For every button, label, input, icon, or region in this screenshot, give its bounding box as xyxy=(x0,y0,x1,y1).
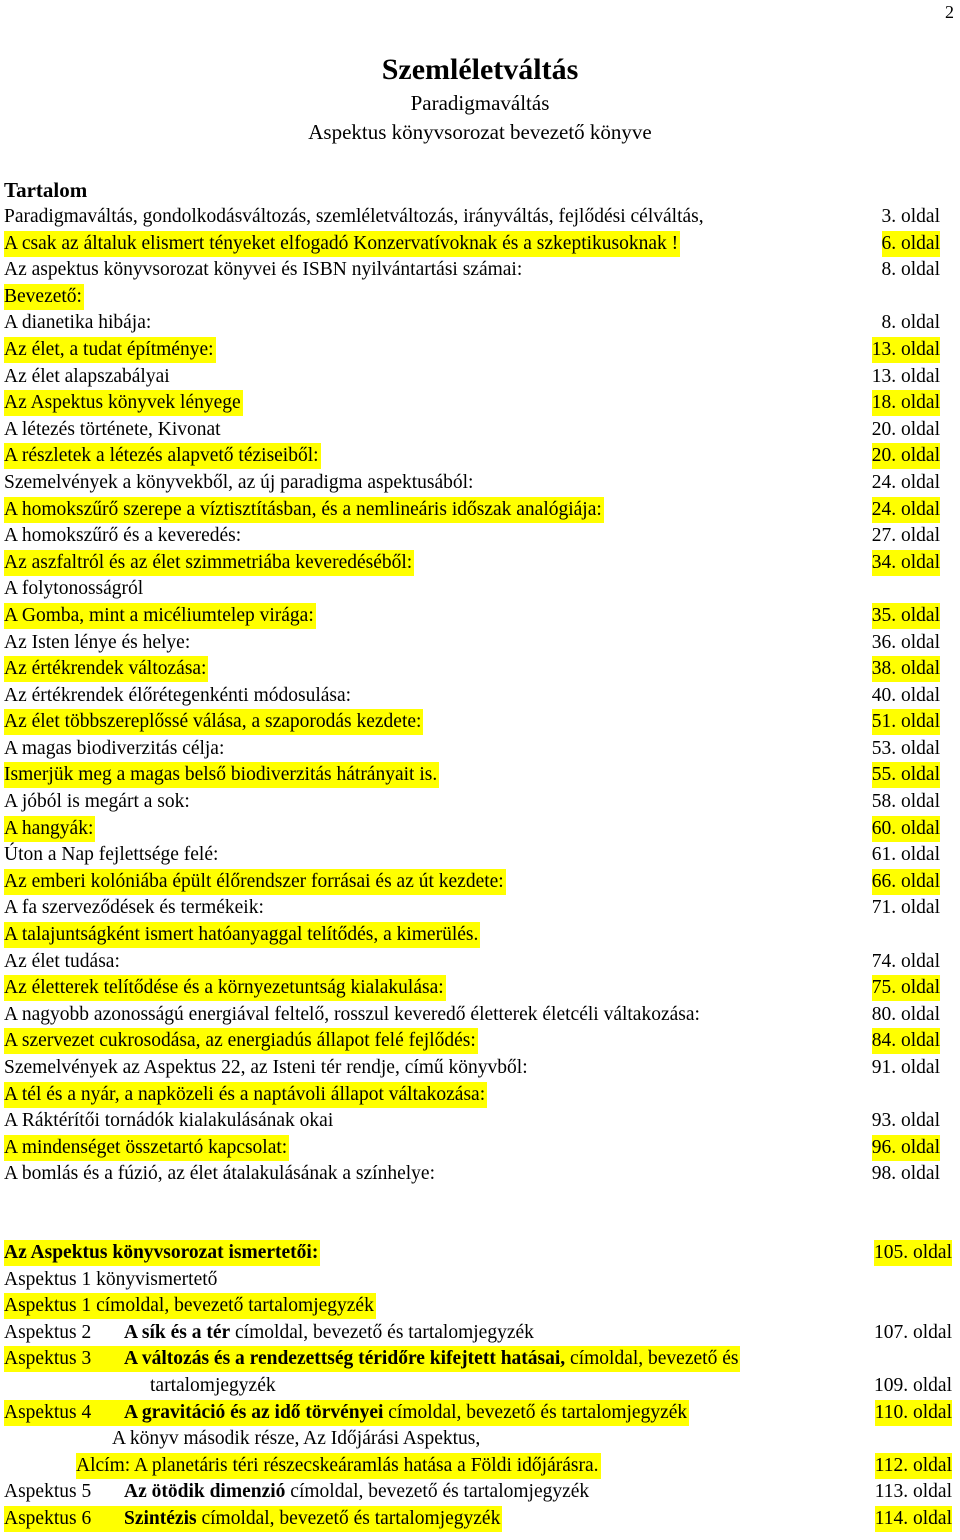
toc-entry-page: 91. oldal xyxy=(871,1057,940,1078)
series-item-title: A gravitáció és az idő törvényei xyxy=(124,1401,384,1423)
toc-entry-title: A jóból is megárt a sok: xyxy=(4,791,190,813)
series-item-label: Aspektus 6 xyxy=(4,1507,92,1529)
toc-row xyxy=(0,231,960,258)
toc-row xyxy=(0,470,960,497)
toc-entry-page: 58. oldal xyxy=(871,791,940,813)
toc-row xyxy=(0,922,960,949)
toc-row xyxy=(0,337,960,364)
series-item-title: A változás és a rendezettség téridőre kifejtett hatásai, xyxy=(124,1348,566,1370)
toc-row xyxy=(0,364,960,391)
toc-entry-title: Az életterek telítődése és a környezetuntság kialakulása: xyxy=(4,975,446,1001)
toc-entry-page: 74. oldal xyxy=(871,950,940,972)
toc-entry-page: 27. oldal xyxy=(871,525,940,547)
series-heading-page: 105. oldal xyxy=(874,1240,952,1266)
toc-row xyxy=(0,1055,960,1082)
toc-row xyxy=(0,816,960,843)
toc-entry-page: 24. oldal xyxy=(871,471,940,493)
series-item-label: Aspektus 5 xyxy=(4,1481,92,1503)
toc-entry-title: A homokszűrő szerepe a víztisztításban, és a nemlineáris időszak analógiája: xyxy=(4,497,604,523)
toc-entry-page: 61. oldal xyxy=(871,844,940,866)
toc-entry-title: A szervezet cukrosodása, az energiadús állapot felé fejlődés: xyxy=(4,1028,478,1054)
toc-entry-page: 93. oldal xyxy=(871,1110,940,1132)
series-item-text: címoldal, bevezető és tartalomjegyzék xyxy=(383,1401,688,1423)
toc-entry-title: Szemelvények a könyvekből, az új paradigma aspektusából: xyxy=(4,471,474,493)
document-series-subtitle: Aspektus könyvsorozat bevezető könyve xyxy=(308,120,652,144)
toc-entry-page: 51. oldal xyxy=(872,709,940,735)
toc-entry-title: Az emberi kolóniába épült élőrendszer forrásai és az út kezdete: xyxy=(4,869,506,895)
series-item-text: Aspektus 1 címoldal, bevezető tartalomjegyzék xyxy=(4,1293,376,1319)
toc-entry-page: 71. oldal xyxy=(871,897,940,919)
toc-entry-title: A részletek a létezés alapvető téziseiből: xyxy=(4,443,321,469)
toc-entry-title: Az élet tudása: xyxy=(4,950,120,972)
toc-entry-page: 66. oldal xyxy=(872,869,940,895)
toc-entry-page: 36. oldal xyxy=(871,631,940,653)
toc-row xyxy=(0,762,960,789)
series-item-page: 114. oldal xyxy=(875,1506,952,1532)
toc-entry-page: 20. oldal xyxy=(871,418,940,440)
toc-entry-title: A csak az általuk elismert tényeket elfogadó Konzervatívoknak és a szkeptikusoknak ! xyxy=(4,231,680,257)
toc-row xyxy=(0,523,960,550)
toc-entry-page: 53. oldal xyxy=(871,737,940,759)
series-item-title: Az ötödik dimenzió xyxy=(124,1481,286,1503)
toc-row xyxy=(0,550,960,577)
series-heading: Az Aspektus könyvsorozat ismertetői: xyxy=(4,1240,320,1266)
series-item-title: A sík és a tér xyxy=(124,1321,231,1343)
toc-entry-title: A Ráktérítői tornádók kialakulásának okai xyxy=(4,1110,334,1132)
toc-entry-title: Az élet, a tudat építménye: xyxy=(4,337,216,363)
toc-entry-page: 34. oldal xyxy=(872,550,940,576)
document-title: Szemléletváltás xyxy=(381,53,579,86)
toc-entry-title: Az élet többszereplőssé válása, a szaporodás kezdete: xyxy=(4,709,423,735)
series-item-page: 112. oldal xyxy=(875,1453,952,1479)
toc-entry-title: Az aspektus könyvsorozat könyvei és ISBN nyilvántartási számai: xyxy=(4,259,523,281)
series-item-text: címoldal, bevezető és tartalomjegyzék xyxy=(285,1481,590,1503)
toc-row xyxy=(0,310,960,337)
toc-row xyxy=(0,284,960,311)
toc-row xyxy=(0,443,960,470)
toc-row xyxy=(0,1161,960,1188)
toc-entry-page: 35. oldal xyxy=(872,603,940,629)
toc-entry-title: Az Aspektus könyvek lényege xyxy=(4,390,243,416)
series-item-text: címoldal, bevezető és xyxy=(565,1348,739,1370)
toc-entry-page: 13. oldal xyxy=(871,365,940,387)
toc-row xyxy=(0,842,960,869)
toc-row xyxy=(0,1108,960,1135)
toc-entry-page: 18. oldal xyxy=(872,390,940,416)
toc-entry-page: 60. oldal xyxy=(872,816,940,842)
toc-entry-page: 6. oldal xyxy=(882,231,941,257)
toc-entry-title: Az élet alapszabályai xyxy=(4,365,170,387)
toc-row xyxy=(0,257,960,284)
series-section xyxy=(0,1240,960,1533)
toc-entry-page: 98. oldal xyxy=(871,1163,940,1185)
toc-row xyxy=(0,576,960,603)
series-item-label: Aspektus 3 xyxy=(4,1348,92,1370)
toc-entry-title: Az aszfaltról és az élet szimmetriába keveredéséből: xyxy=(4,550,414,576)
toc-row xyxy=(0,603,960,630)
toc-row xyxy=(0,630,960,657)
toc-entry-page: 40. oldal xyxy=(871,684,940,706)
toc-entry-title: A mindenséget összetartó kapcsolat: xyxy=(4,1135,289,1161)
series-item-text: Alcím: A planetáris téri részecskeáramlás hatása a Földi időjárásra. xyxy=(76,1453,601,1479)
document-subtitle: Paradigmaváltás xyxy=(410,91,550,115)
toc-entry-title: Az Isten lénye és helye: xyxy=(4,631,191,653)
toc-row xyxy=(0,390,960,417)
toc-entry-title: Az értékrendek élőrétegenkénti módosulása: xyxy=(4,684,352,706)
toc-entry-title: Úton a Nap fejlettsége felé: xyxy=(4,844,219,866)
toc-row xyxy=(0,949,960,976)
toc-entry-title: A bomlás és a fúzió, az élet átalakulásának a színhelye: xyxy=(4,1163,435,1185)
toc-entry-page: 80. oldal xyxy=(871,1003,940,1025)
table-of-contents xyxy=(0,204,960,1188)
toc-entry-title: A dianetika hibája: xyxy=(4,312,152,334)
toc-entry-title: A folytonosságról xyxy=(4,578,144,600)
series-item-title: Szintézis xyxy=(124,1507,197,1529)
series-item-page: 110. oldal xyxy=(875,1400,952,1426)
toc-row xyxy=(0,709,960,736)
toc-entry-title: Az értékrendek változása: xyxy=(4,656,208,682)
toc-row xyxy=(0,1135,960,1162)
toc-entry-page: 55. oldal xyxy=(872,762,940,788)
toc-entry-page: 3. oldal xyxy=(881,206,940,227)
toc-entry-title: Szemelvények az Aspektus 22, az Isteni tér rendje, című könyvből: xyxy=(4,1057,528,1078)
toc-entry-page: 24. oldal xyxy=(872,497,940,523)
toc-row xyxy=(0,736,960,763)
toc-row xyxy=(0,975,960,1002)
toc-entry-page: 84. oldal xyxy=(872,1028,940,1054)
toc-row xyxy=(0,417,960,444)
toc-entry-title: A létezés története, Kivonat xyxy=(4,418,221,440)
toc-entry-title: A talajuntságként ismert hatóanyaggal telítődés, a kimerülés. xyxy=(4,922,480,948)
toc-row xyxy=(0,869,960,896)
toc-entry-title: Paradigmaváltás, gondolkodásváltozás, szemléletváltozás, irányváltás, fejlődési célváltás, xyxy=(4,206,704,227)
series-item-page: 113. oldal xyxy=(874,1481,952,1503)
toc-row xyxy=(0,204,960,231)
toc-entry-page: 96. oldal xyxy=(872,1135,940,1161)
toc-entry-title: A nagyobb azonosságú energiával feltelő, rosszul keveredő életterek életcéli váltakozása: xyxy=(4,1003,700,1025)
toc-entry-title: A Gomba, mint a micéliumtelep virága: xyxy=(4,603,316,629)
series-item-text: címoldal, bevezető és tartalomjegyzék xyxy=(230,1321,534,1343)
toc-entry-title: Ismerjük meg a magas belső biodiverzitás hátrányait is. xyxy=(4,762,439,788)
toc-row xyxy=(0,497,960,524)
toc-entry-page: 20. oldal xyxy=(872,443,940,469)
toc-row xyxy=(0,1028,960,1055)
toc-row xyxy=(0,895,960,922)
toc-row xyxy=(0,1082,960,1109)
toc-entry-page: 75. oldal xyxy=(872,975,940,1001)
series-item-label: Aspektus 2 xyxy=(4,1321,92,1343)
toc-entry-title: A homokszűrő és a keveredés: xyxy=(4,525,242,547)
toc-entry-page: 8. oldal xyxy=(881,259,940,281)
toc-row xyxy=(0,656,960,683)
series-item-page: 109. oldal xyxy=(874,1374,952,1396)
toc-entry-page: 8. oldal xyxy=(881,312,940,334)
series-item-text: A könyv második része, Az Időjárási Aspektus, xyxy=(112,1428,481,1450)
series-item-label: Aspektus 4 xyxy=(4,1401,92,1423)
series-item-text: tartalomjegyzék xyxy=(150,1374,276,1396)
toc-entry-title: A tél és a nyár, a napközeli és a naptávoli állapot váltakozása: xyxy=(4,1082,487,1108)
series-item-page: 107. oldal xyxy=(874,1321,952,1343)
toc-entry-page: 13. oldal xyxy=(872,337,940,363)
toc-row xyxy=(0,1002,960,1029)
toc-entry-title: A magas biodiverzitás célja: xyxy=(4,737,225,759)
series-item-text: címoldal, bevezető és tartalomjegyzék xyxy=(196,1507,501,1529)
toc-row xyxy=(0,683,960,710)
toc-heading: Tartalom xyxy=(4,178,88,202)
toc-entry-title: A fa szerveződések és termékeik: xyxy=(4,897,264,919)
toc-row xyxy=(0,789,960,816)
series-item-text: Aspektus 1 könyvismertető xyxy=(4,1268,218,1290)
toc-entry-title: Bevezető: xyxy=(4,284,84,310)
toc-entry-title: A hangyák: xyxy=(4,816,95,842)
toc-entry-page: 38. oldal xyxy=(872,656,940,682)
page-number: 2 xyxy=(945,2,954,22)
